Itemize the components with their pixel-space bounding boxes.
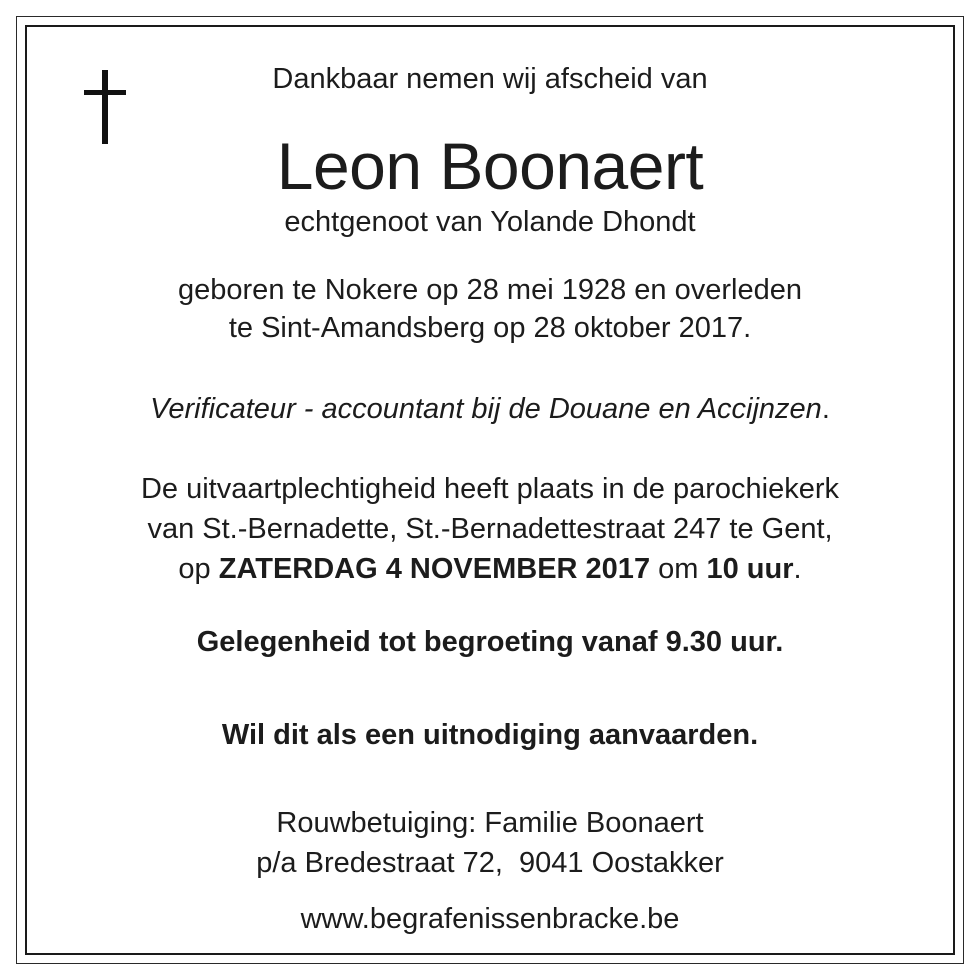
ceremony-prefix: op [178, 553, 219, 585]
ceremony-time: 10 uur [706, 553, 794, 585]
invitation-text: Wil dit als een uitnodiging aanvaarden. [221, 719, 759, 751]
deceased-name: Leon Boonaert [276, 129, 704, 203]
ceremony-end: . [793, 553, 802, 585]
ceremony-line-3 [0, 552, 980, 586]
spouse-text: echtgenoot van Yolande Dhondt [284, 206, 696, 238]
profession-text: Verificateur - accountant bij de Douane en Accijnzen [150, 393, 822, 425]
profession-line [0, 392, 980, 426]
ceremony-line-2: van St.-Bernadette, St.-Bernadettestraat 247 te Gent, [147, 513, 833, 545]
birth-line-2: te Sint-Amandsberg op 28 oktober 2017. [228, 312, 752, 344]
ceremony-date: ZATERDAG 4 NOVEMBER 2017 [218, 553, 651, 585]
ceremony-mid: om [650, 553, 707, 585]
profession-period: . [821, 393, 830, 425]
condolence-line-1: Rouwbetuiging: Familie Boonaert [276, 807, 704, 839]
condolence-line-2: p/a Bredestraat 72, 9041 Oostakker [256, 847, 724, 879]
greeting-text: Gelegenheid tot begroeting vanaf 9.30 uur. [196, 626, 784, 658]
ceremony-line-1: De uitvaartplechtigheid heeft plaats in de parochiekerk [140, 473, 840, 505]
intro-text: Dankbaar nemen wij afscheid van [272, 63, 708, 95]
website-text: www.begrafenissenbracke.be [300, 903, 680, 935]
birth-line-1: geboren te Nokere op 28 mei 1928 en overleden [178, 274, 802, 306]
